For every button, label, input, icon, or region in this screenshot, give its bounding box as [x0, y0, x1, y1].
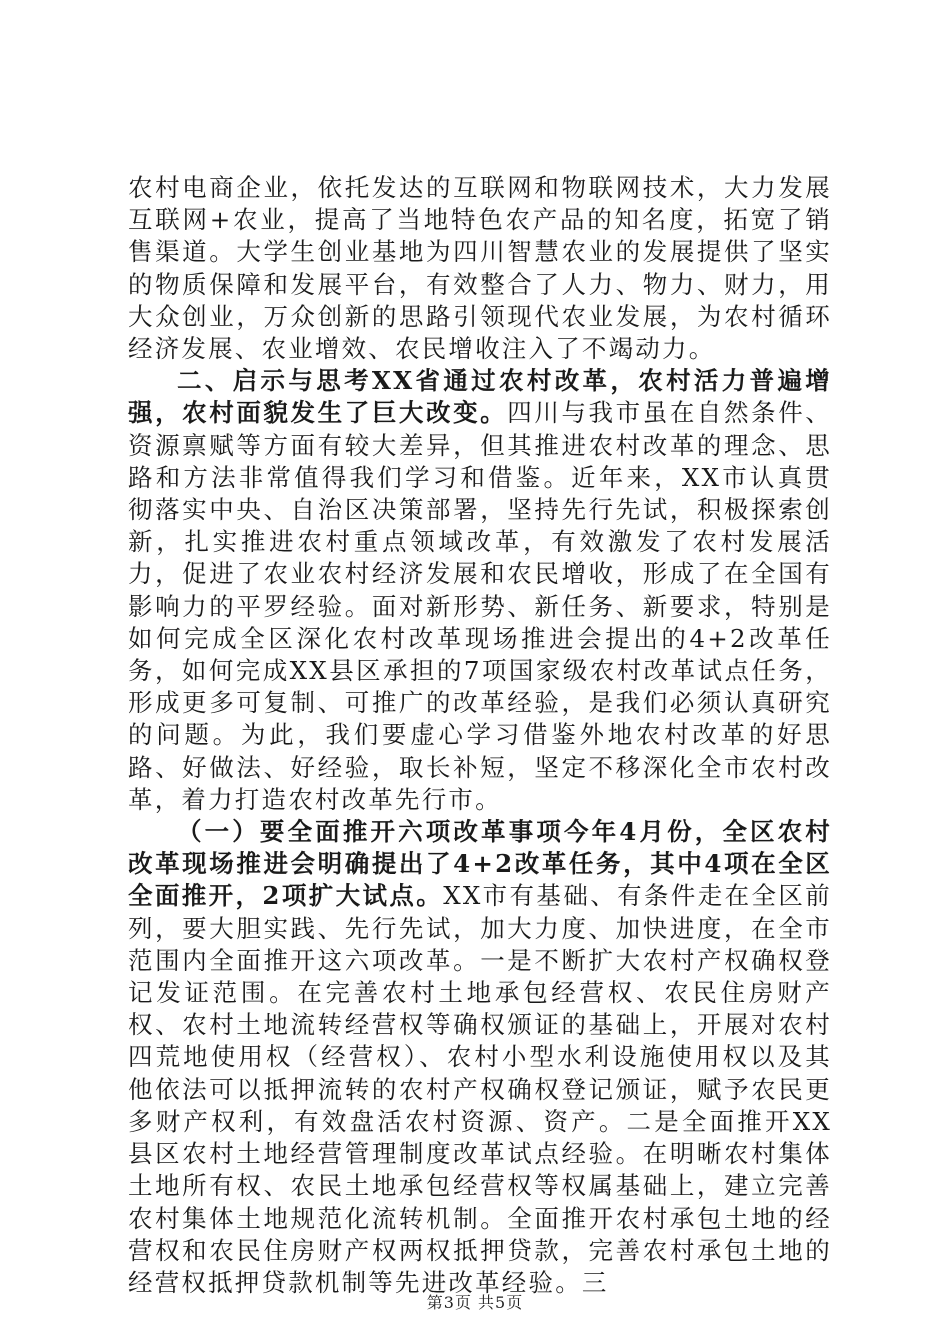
paragraph-2	[128, 365, 832, 816]
paragraph-1-text: 农村电商企业，依托发达的互联网和物联网技术，大力发展互联网+农业，提高了当地特色农产品的知名度，拓宽了销售渠道。大学生创业基地为四川智慧农业的发展提供了坚实的物质保障和发展平台，有效整合了人力、物力、财力，用大众创业，万众创新的思路引领现代农业发展，为农村循环经济发展、农业增效、农民增收注入了不竭动力。	[128, 173, 832, 364]
section-heading-2: 二、启示与思考XX省通过农村改革，农村活力普遍增强，农村面貌发生了巨大改变。	[128, 366, 832, 428]
paragraph-1	[128, 172, 832, 365]
page-footer: 第3页 共5页	[426, 1293, 524, 1312]
paragraph-2-text: 四川与我市虽在自然条件、资源禀赋等方面有较大差异，但其推进农村改革的理念、思路和方法非常值得我们学习和借鉴。近年来，XX市认真贯彻落实中央、自治区决策部署，坚持先行先试，积极探索创新，扎实推进农村重点领域改革，有效激发了农村发展活力，促进了农业农村经济发展和农民增收，形成了在全国有影响力的平罗经验。面对新形势、新任务、新要求，特别是如何完成全区深化农村改革现场推进会提出的4+2改革任务，如何完成XX县区承担的7项国家级农村改革试点任务，形成更多可复制、可推广的改革经验，是我们必须认真研究的问题。为此，我们要虚心学习借鉴外地农村改革的好思路、好做法、好经验，取长补短，坚定不移深化全市农村改革，着力打造农村改革先行市。	[128, 398, 832, 814]
paragraph-3	[128, 816, 832, 1299]
paragraph-3-text: XX市有基础、有条件走在全区前列，要大胆实践、先行先试，加大力度、加快进度，在全市范围内全面推开这六项改革。一是不断扩大农村产权确权登记发证范围。在完善农村土地承包经营权、农民住房财产权、农村土地流转经营权等确权颁证的基础上，开展对农村四荒地使用权（经营权）、农村小型水利设施使用权以及其他依法可以抵押流转的农村产权确权登记颁证，赋予农民更多财产权利，有效盘活农村资源、资产。二是全面推开XX县区农村土地经营管理制度改革试点经验。在明晰农村集体土地所有权、农民土地承包经营权等权属基础上，建立完善农村集体土地规范化流转机制。全面推开农村承包土地的经营权和农民住房财产权两权抵押贷款，完善农村承包土地的经营权抵押贷款机制等先进改革经验。三	[128, 881, 832, 1297]
section-heading-3: （一）要全面推开六项改革事项今年4月份，全区农村改革现场推进会明确提出了4+2改革任务，其中4项在全区全面推开，2项扩大试点。	[128, 817, 832, 911]
document-body	[128, 172, 832, 1299]
